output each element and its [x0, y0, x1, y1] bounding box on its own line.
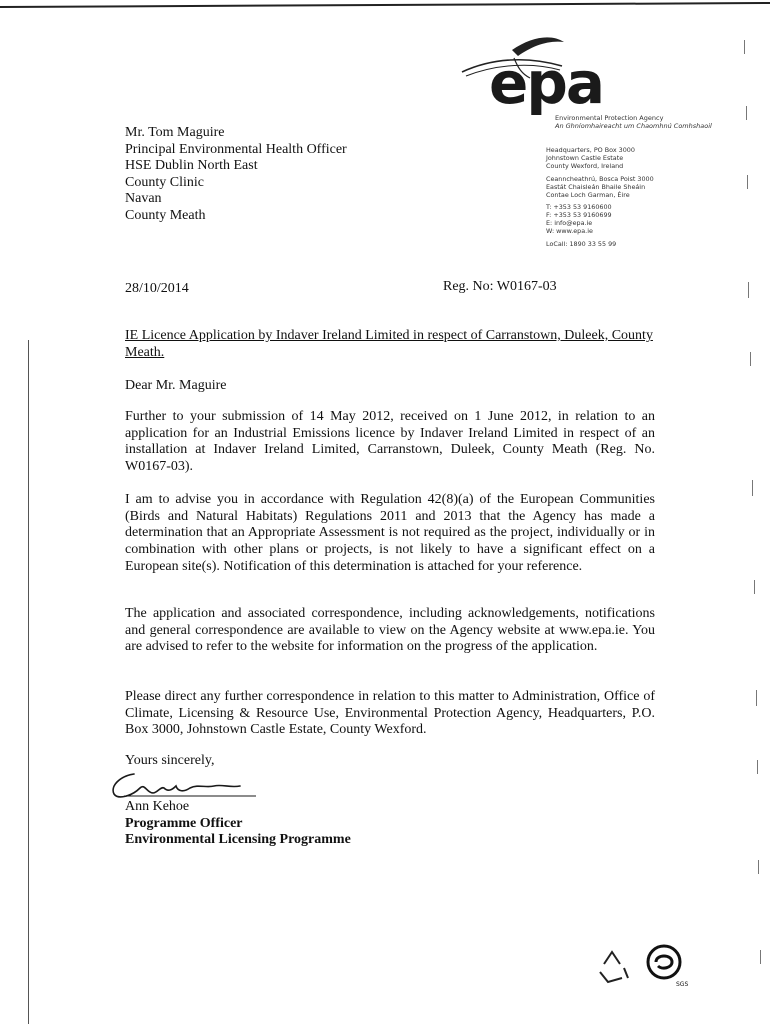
- recipient-line: Navan: [125, 191, 162, 206]
- contact-phone: T: +353 53 9160600: [546, 203, 612, 212]
- recipient-line: County Clinic: [125, 174, 204, 190]
- body-paragraph: I am to advise you in accordance with Regulation 42(8)(a) of the European Communities (Birds and Natural Habitats) Regulations 2011 and 2013 that the Agency has made a determination that an Appropriate Assessment is not required as the project, individually or in combination with other plans or projects, is not likely to have a significant effect on a European site(s). Notification of this determination is attached for your reference.: [125, 492, 655, 574]
- contact-line: Ceanncheathrú, Bosca Poist 3000: [546, 174, 654, 183]
- recipient-line: Principal Environmental Health Officer: [125, 141, 347, 157]
- contact-line: Eastát Chaisleán Bhaile Sheáin: [546, 182, 646, 191]
- epa-tagline-english: Environmental Protection Agency: [555, 114, 664, 122]
- contact-email: E: info@epa.ie: [546, 219, 593, 228]
- body-paragraph: The application and associated correspondence, including acknowledgements, notifications and general correspondence are available to view on the Agency website at www.epa.ie. You are advised to refer to the website for information on the progress of the application.: [125, 606, 655, 655]
- recipient-address: [125, 125, 347, 224]
- recipient-line: HSE Dublin North East: [125, 158, 258, 173]
- contact-line: Contae Loch Garman, Éire: [546, 190, 630, 199]
- body-paragraph: Please direct any further correspondence in relation to this matter to Administration, Office of Climate, Licensing & Resource Use, Environmental Protection Agency, Headquarters, P.O. Box 3000, Johnstown Castle Estate, County Wexford.: [125, 689, 655, 738]
- letter-subject: IE Licence Application by Indaver Ireland Limited in respect of Carranstown, Duleek, County Meath.: [125, 328, 653, 360]
- recycled-paper-icon: [600, 952, 628, 982]
- letter-date: 28/10/2014: [125, 281, 189, 296]
- page-left-edge: [28, 340, 29, 1024]
- closing: Yours sincerely,: [125, 753, 215, 768]
- recipient-line: Mr. Tom Maguire: [125, 125, 225, 140]
- handwritten-signature-icon: [106, 766, 266, 802]
- signer-title: Programme Officer: [125, 815, 243, 831]
- signer-name: Ann Kehoe: [125, 799, 190, 814]
- epa-tagline: [555, 114, 712, 130]
- contact-line: Headquarters, PO Box 3000: [546, 146, 635, 154]
- contact-fax: F: +353 53 9160699: [546, 211, 612, 220]
- registration-number: Reg. No: W0167-03: [443, 279, 557, 294]
- signer-block: [125, 799, 351, 849]
- salutation: Dear Mr. Maguire: [125, 378, 227, 393]
- signer-department: Environmental Licensing Programme: [125, 832, 351, 847]
- body-paragraph: Further to your submission of 14 May 2012, received on 1 June 2012, in relation to an application for an Industrial Emissions licence by Indaver Ireland Limited in respect of an installation at Indaver Ireland Limited, Carranstown, Duleek, County Meath (Reg. No. W0167-03).: [125, 409, 655, 475]
- page-top-edge: [0, 2, 770, 8]
- epa-contact-details: [546, 147, 676, 249]
- svg-text:SGS: SGS: [676, 981, 689, 988]
- contact-line: County Wexford, Ireland: [546, 161, 624, 170]
- sgs-certification-icon: [648, 946, 688, 988]
- contact-line: Johnstown Castle Estate: [546, 153, 624, 162]
- epa-wordmark: epa: [489, 49, 603, 117]
- contact-web: W: www.epa.ie: [546, 227, 593, 236]
- recipient-line: County Meath: [125, 207, 206, 223]
- epa-tagline-irish: An Ghníomhaireacht um Chaomhnú Comhshaoil: [555, 122, 712, 130]
- contact-locall: LoCall: 1890 33 55 99: [546, 240, 617, 249]
- footer-certification-logos: [592, 942, 702, 988]
